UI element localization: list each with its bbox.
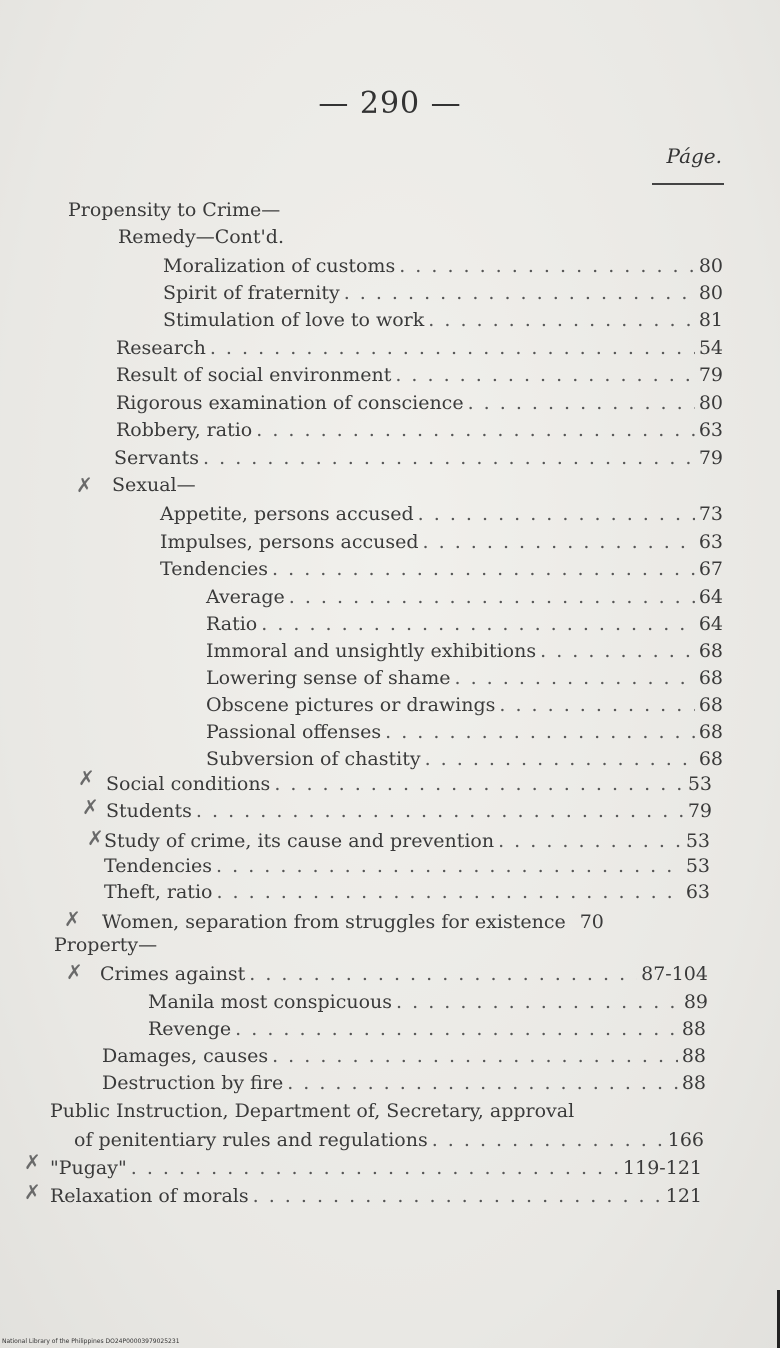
index-entry: Servants . . . 79 [114,445,723,471]
index-entry: Students . . . 79 [106,798,712,824]
index-entry: Research . . . 54 [116,335,723,361]
index-entry: Study of crime, its cause and prevention . . . 53 [104,828,710,854]
index-entry: Crimes against . . . 87-104 [100,961,708,987]
index-entry: Ratio . . . 64 [206,611,723,637]
scan-footer-label: National Library of the Philippines DO24P00003979025231 [2,1338,180,1345]
index-entry: of penitentiary rules and regulations . . . 166 [74,1127,704,1153]
index-entry: Lowering sense of shame . . . 68 [206,665,723,691]
index-entry: "Pugay" . . . 119-121 [50,1155,702,1181]
header-rule [652,183,724,185]
index-subheading: Remedy—Cont'd. [118,226,284,248]
handwritten-check-mark: ✗ [76,473,93,497]
index-entry: Stimulation of love to work . . . 81 [163,307,723,333]
page-number: — 290 — [318,86,462,121]
handwritten-check-mark: ✗ [87,826,104,850]
index-heading: Public Instruction, Department of, Secretary, approval [50,1100,575,1122]
handwritten-check-mark: ✗ [78,766,95,790]
index-entry: Robbery, ratio . . . 63 [116,417,723,443]
index-entry: Appetite, persons accused . . . 73 [160,501,723,527]
index-heading: Propensity to Crime— [68,199,281,221]
index-entry: Theft, ratio . . . 63 [104,879,710,905]
handwritten-check-mark: ✗ [24,1180,41,1204]
index-entry: Immoral and unsightly exhibitions . . . 68 [206,638,723,664]
index-entry: Average . . . 64 [206,584,723,610]
handwritten-check-mark: ✗ [82,795,99,819]
index-entry: Damages, causes . . . 88 [102,1043,706,1069]
index-entry: Manila most conspicuous . . . 89 [148,989,708,1015]
index-entry: Obscene pictures or drawings . . . 68 [206,692,723,718]
handwritten-check-mark: ✗ [66,960,83,984]
index-entry: Result of social environment . . . 79 [116,362,723,388]
index-heading: Property— [54,934,158,956]
index-entry: Impulses, persons accused . . . 63 [160,529,723,555]
index-entry: Tendencies . . . 53 [104,853,710,879]
index-entry: Subversion of chastity . . . 68 [206,746,723,772]
index-entry: Moralization of customs . . . 80 [163,253,723,279]
index-entry: Passional offenses . . . 68 [206,719,723,745]
index-entry: Tendencies . . . 67 [160,556,723,582]
index-entry: Women, separation from struggles for existence 70 [102,911,604,933]
index-entry: Destruction by fire . . . 88 [102,1070,706,1096]
index-entry: Relaxation of morals . . . 121 [50,1183,702,1209]
index-entry: Revenge . . . 88 [148,1016,706,1042]
handwritten-check-mark: ✗ [24,1150,41,1174]
index-entry: Social conditions . . . 53 [106,771,712,797]
index-entry: Spirit of fraternity . . . 80 [163,280,723,306]
handwritten-check-mark: ✗ [64,907,81,931]
index-entry: Rigorous examination of conscience . . . 80 [116,390,723,416]
page-column-header: Páge. [666,144,722,168]
index-subheading: Sexual— [112,474,196,496]
